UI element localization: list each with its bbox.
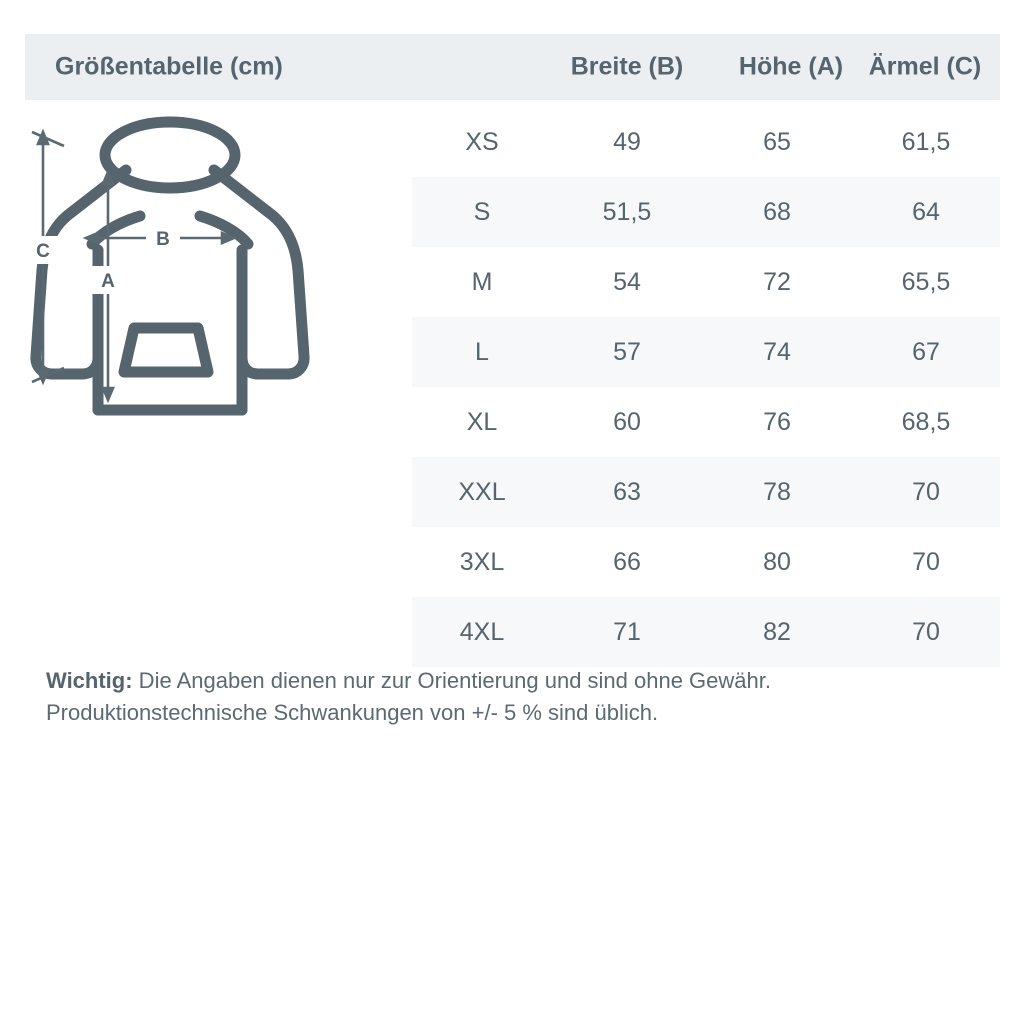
cell-width: 54 bbox=[613, 267, 641, 296]
cell-height: 72 bbox=[763, 267, 791, 296]
cell-sleeve: 64 bbox=[912, 197, 940, 226]
cell-size: XXL bbox=[458, 477, 506, 506]
cell-sleeve: 70 bbox=[912, 547, 940, 576]
cell-height: 80 bbox=[763, 547, 791, 576]
cell-width: 71 bbox=[613, 617, 641, 646]
cell-sleeve: 68,5 bbox=[901, 407, 951, 436]
column-header-height: Höhe (A) bbox=[738, 52, 844, 81]
cell-height: 82 bbox=[763, 617, 791, 646]
cell-sleeve: 70 bbox=[912, 617, 940, 646]
hoodie-diagram-icon bbox=[30, 110, 420, 460]
cell-size: XS bbox=[465, 127, 499, 156]
cell-size: 3XL bbox=[459, 547, 505, 576]
cell-size: M bbox=[471, 267, 493, 296]
cell-width: 66 bbox=[613, 547, 641, 576]
cell-width: 51,5 bbox=[602, 197, 652, 226]
disclaimer-text: Die Angaben dienen nur zur Orientierung und sind ohne Gewähr. Produktionstechnische Schwankungen von +/- 5 % sind üblich. bbox=[46, 668, 771, 725]
cell-width: 63 bbox=[613, 477, 641, 506]
cell-width: 49 bbox=[613, 127, 641, 156]
table-row bbox=[412, 247, 1000, 317]
table-row bbox=[412, 387, 1000, 457]
cell-height: 74 bbox=[763, 337, 791, 366]
column-header-width: Breite (B) bbox=[570, 52, 684, 81]
cell-width: 57 bbox=[613, 337, 641, 366]
cell-size: S bbox=[473, 197, 491, 226]
table-row bbox=[412, 317, 1000, 387]
size-table bbox=[412, 107, 1000, 667]
column-header-sleeve: Ärmel (C) bbox=[868, 52, 982, 81]
table-row bbox=[412, 107, 1000, 177]
disclaimer-note bbox=[46, 665, 996, 729]
cell-height: 68 bbox=[763, 197, 791, 226]
cell-size: 4XL bbox=[459, 617, 505, 646]
table-row bbox=[412, 597, 1000, 667]
cell-sleeve: 61,5 bbox=[901, 127, 951, 156]
cell-height: 65 bbox=[763, 127, 791, 156]
table-row bbox=[412, 177, 1000, 247]
cell-sleeve: 67 bbox=[912, 337, 940, 366]
cell-sleeve: 65,5 bbox=[901, 267, 951, 296]
cell-height: 76 bbox=[763, 407, 791, 436]
label-sleeve: C bbox=[36, 241, 50, 262]
label-width: B bbox=[156, 229, 170, 250]
cell-size: L bbox=[475, 337, 489, 366]
cell-height: 78 bbox=[763, 477, 791, 506]
cell-width: 60 bbox=[613, 407, 641, 436]
cell-size: XL bbox=[466, 407, 498, 436]
table-header bbox=[25, 34, 1000, 100]
page-title: Größentabelle (cm) bbox=[55, 52, 283, 81]
disclaimer-label: Wichtig: bbox=[46, 668, 133, 693]
table-row bbox=[412, 457, 1000, 527]
cell-sleeve: 70 bbox=[912, 477, 940, 506]
label-height: A bbox=[101, 271, 115, 292]
table-row bbox=[412, 527, 1000, 597]
